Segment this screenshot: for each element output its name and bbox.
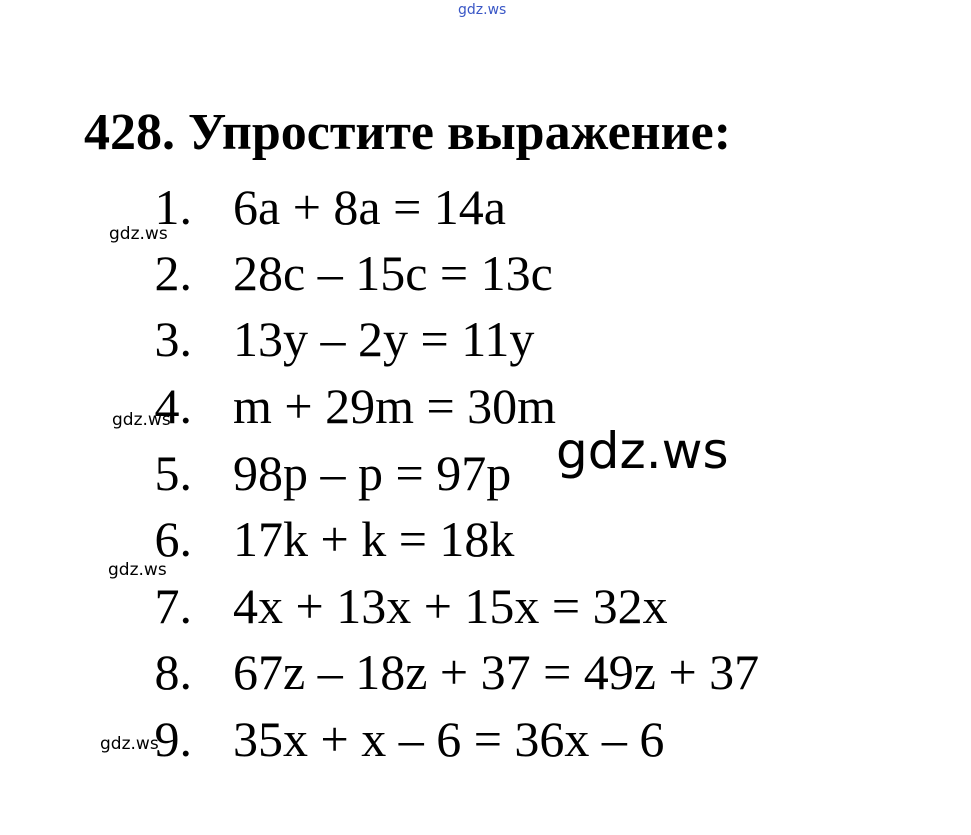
item-number: 1. <box>154 179 192 235</box>
item-number: 9. <box>154 711 192 767</box>
item-expression: 17k + k = 18k <box>233 511 515 567</box>
list-item <box>0 311 971 380</box>
item-expression: 13y – 2y = 11y <box>233 311 535 367</box>
item-expression: 28c – 15c = 13c <box>233 245 553 301</box>
list-item <box>0 245 971 314</box>
watermark-top: gdz.ws <box>458 2 507 18</box>
list-item <box>0 644 971 713</box>
item-expression: 35x + x – 6 = 36x – 6 <box>233 711 665 767</box>
item-expression: 98p – p = 97p <box>233 445 512 501</box>
task-title: 428. Упростите выражение: <box>84 104 732 161</box>
item-number: 4. <box>154 378 192 434</box>
item-expression: m + 29m = 30m <box>233 378 557 434</box>
watermark-left-4: gdz.ws <box>100 734 159 754</box>
watermark-left-2: gdz.ws <box>112 410 171 430</box>
item-expression: 6a + 8a = 14a <box>233 179 506 235</box>
item-expression: 4x + 13x + 15x = 32x <box>233 578 668 634</box>
watermark-left-1: gdz.ws <box>109 224 168 244</box>
item-expression: 67z – 18z + 37 = 49z + 37 <box>233 644 760 700</box>
item-number: 8. <box>154 644 192 700</box>
item-number: 5. <box>154 445 192 501</box>
item-number: 6. <box>154 511 192 567</box>
watermark-left-3: gdz.ws <box>108 560 167 580</box>
item-number: 2. <box>154 245 192 301</box>
list-item <box>0 578 971 647</box>
watermark-big: gdz.ws <box>556 422 729 480</box>
list-item <box>0 445 971 514</box>
item-number: 3. <box>154 311 192 367</box>
item-number: 7. <box>154 578 192 634</box>
